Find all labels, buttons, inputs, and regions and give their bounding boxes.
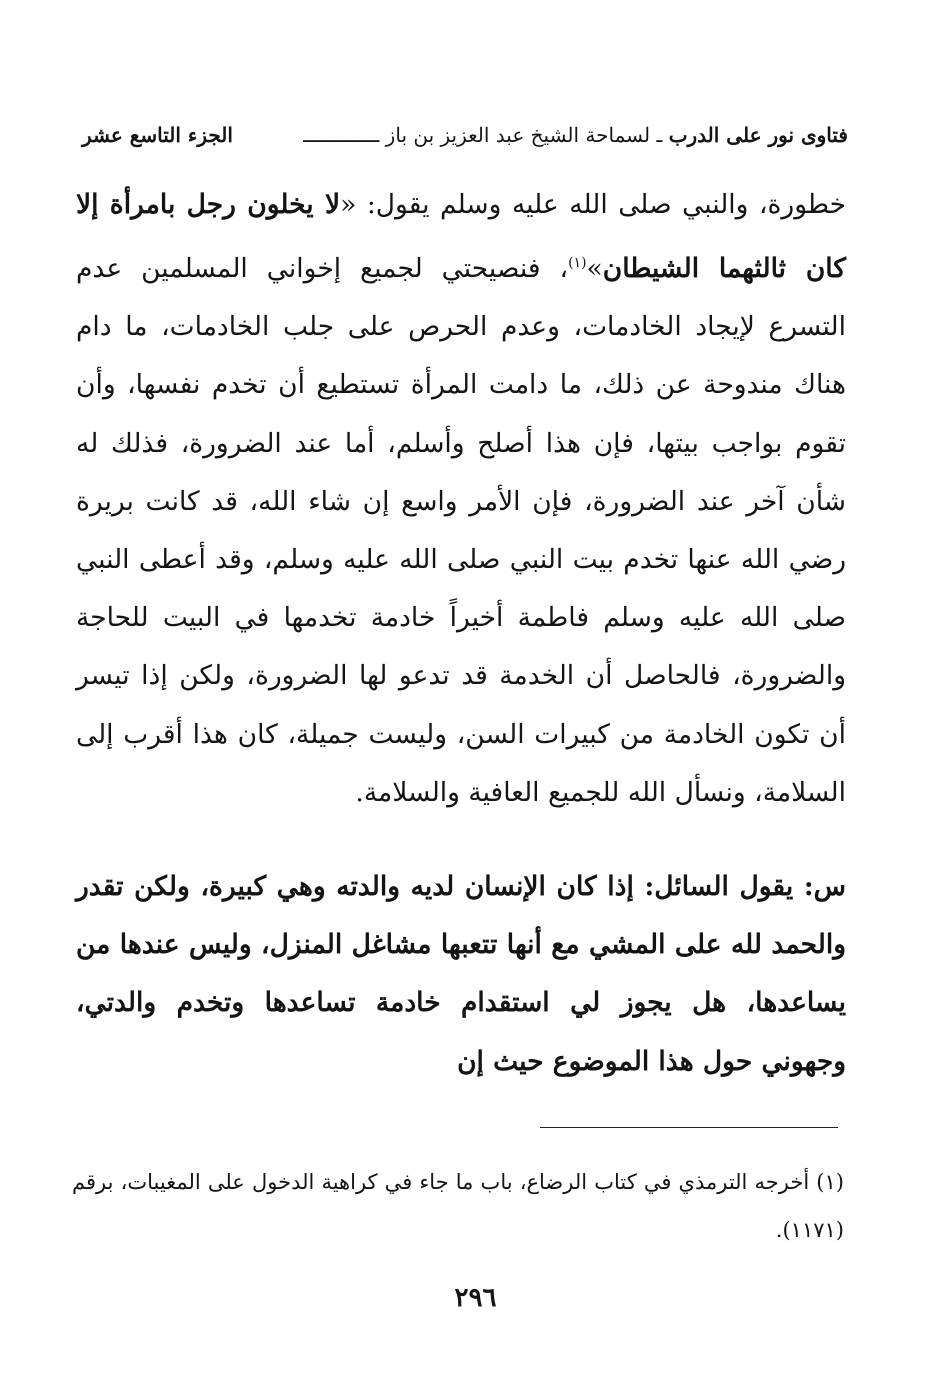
running-header xyxy=(82,118,848,152)
paragraph-rest: ، فنصيحتي لجميع إخواني المسلمين عدم التسرع لإيجاد الخادمات، وعدم الحرص على جلب الخادمات، ما دام هناك مندوحة عن ذلك، ما دامت المرأة تستطيع أن تخدم نفسها، وأن تقوم بواجب بيتها، فإن هذا أصلح وأسلم، أما عند الضرورة، فذلك له شأن آخر عند الضرورة، فإن الأمر واسع إن شاء الله، قد كانت بريرة رضي الله عنها تخدم بيت النبي صلى الله عليه وسلم، وقد أعطى النبي صلى الله عليه وسلم فاطمة أخيراً خادمة تخدمها في البيت للحاجة والضرورة، فالحاصل أن الخدمة قد تدعو لها الضرورة، ولكن إذا تيسر أن تكون الخادمة من كبيرات السن، وليست جميلة، كان هذا أقرب إلى السلامة، ونسأل الله للجميع العافية والسلامة. xyxy=(76,253,846,808)
hadith-quote: لا يخلون رجل بامرأة إلا كان ثالثهما الشيطان xyxy=(76,189,846,285)
question-prefix: س: xyxy=(793,871,846,902)
book-title: فتاوى نور على الدرب xyxy=(668,123,848,147)
quote-close: » xyxy=(586,253,603,285)
footnote-reference: (١) xyxy=(568,255,587,272)
footnote-divider xyxy=(540,1127,838,1128)
question-text: يقول السائل: إذا كان الإنسان لديه والدته وهي كبيرة، ولكن تقدر والحمد لله على المشي مع أنها تتعبها مشاغل المنزل، وليس عندها من يساعدها، هل يجوز لي استقدام خادمة تساعدها وتخدم والدتي، وجهوني حول هذا الموضوع حيث إن xyxy=(76,871,846,1077)
book-author: ـ لسماحة الشيخ عبد العزيز بن باز ـــــــــــــ xyxy=(303,123,663,147)
volume-label: الجزء التاسع عشر xyxy=(82,123,233,147)
question-paragraph xyxy=(76,858,846,1091)
page-number: ٢٩٦ xyxy=(454,1283,497,1313)
paragraph-opening: خطورة، والنبي صلى الله عليه وسلم يقول: « xyxy=(340,189,846,220)
footnote: (١) أخرجه الترمذي في كتاب الرضاع، باب ما جاء في كراهية الدخول على المغيبات، برقم (١١٧١). xyxy=(72,1170,844,1242)
answer-paragraph xyxy=(76,176,846,822)
